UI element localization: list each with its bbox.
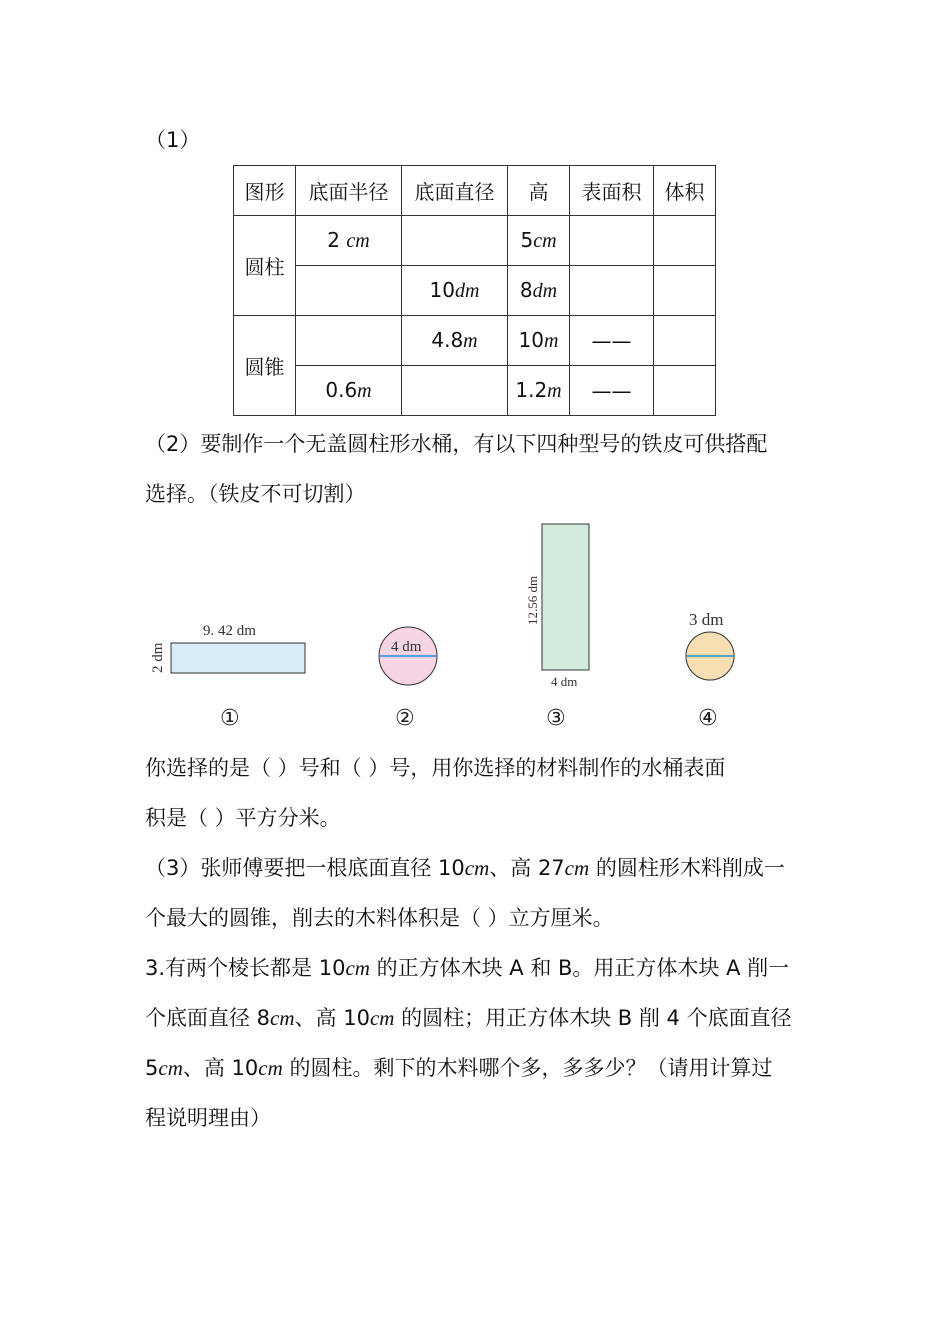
- cell-height: 10m: [508, 316, 570, 366]
- figure-1-height-label: 2 dm: [150, 642, 166, 673]
- figure-2-number: ②: [395, 706, 415, 731]
- sheet-figures: [0, 515, 950, 745]
- question3-line2: 个底面直径 8cm、高 10cm 的圆柱；用正方体木块 B 削 4 个底面直径: [145, 1006, 792, 1030]
- header-surface-area: 表面积: [570, 166, 654, 216]
- cell-surface: [570, 266, 654, 316]
- figure-4: [686, 610, 734, 731]
- cell-volume: [654, 366, 716, 416]
- figure-3-number: ③: [546, 706, 566, 731]
- cell-diameter: 4.8m: [402, 316, 508, 366]
- part2-answer-line1: 你选择的是（ ）号和（ ）号，用你选择的材料制作的水桶表面: [145, 756, 726, 780]
- part1-label: （1）: [145, 128, 201, 152]
- table-header-row: [234, 166, 716, 216]
- cone-label: 圆锥: [234, 316, 296, 416]
- header-diameter: 底面直径: [402, 166, 508, 216]
- cell-diameter: [402, 216, 508, 266]
- cell-radius: [296, 266, 402, 316]
- cell-radius: 2 cm: [296, 216, 402, 266]
- cell-volume: [654, 216, 716, 266]
- header-volume: 体积: [654, 166, 716, 216]
- cell-height: 1.2m: [508, 366, 570, 416]
- figure-3-rect: [542, 524, 589, 670]
- question3-line1: 3.有两个棱长都是 10cm 的正方体木块 A 和 B。用正方体木块 A 削一: [145, 956, 790, 980]
- question3-line3: 5cm、高 10cm 的圆柱。剩下的木料哪个多，多多少？（请用计算过: [145, 1056, 773, 1080]
- figure-1-rect: [171, 643, 305, 673]
- cell-surface: [570, 216, 654, 266]
- cell-height: 5cm: [508, 216, 570, 266]
- header-radius: 底面半径: [296, 166, 402, 216]
- part2-question-line1: （2）要制作一个无盖圆柱形水桶，有以下四种型号的铁皮可供搭配: [145, 432, 768, 456]
- figure-4-number: ④: [698, 706, 718, 731]
- figure-3-height-label: 12.56 dm: [525, 575, 540, 625]
- cell-radius: [296, 316, 402, 366]
- header-height: 高: [508, 166, 570, 216]
- cell-surface: ——: [570, 316, 654, 366]
- cell-radius: 0.6m: [296, 366, 402, 416]
- cylinder-label: 圆柱: [234, 216, 296, 316]
- figure-1-width-label: 9. 42 dm: [203, 623, 256, 639]
- question3-line4: 程说明理由）: [145, 1106, 271, 1130]
- table-row: [234, 216, 716, 266]
- solids-table: [233, 165, 716, 416]
- figure-2: [379, 627, 437, 731]
- figure-4-label: 3 dm: [689, 610, 724, 629]
- cell-volume: [654, 266, 716, 316]
- figure-3-width-label: 4 dm: [551, 674, 578, 689]
- cell-height: 8dm: [508, 266, 570, 316]
- header-shape: 图形: [234, 166, 296, 216]
- table-row: [234, 266, 716, 316]
- figure-2-label: 4 dm: [391, 639, 422, 655]
- part2-answer-line2: 积是（ ）平方分米。: [145, 806, 341, 830]
- part3-line1: （3）张师傅要把一根底面直径 10cm、高 27cm 的圆柱形木料削成一: [145, 856, 785, 880]
- table-row: [234, 316, 716, 366]
- cell-diameter: [402, 366, 508, 416]
- part2-question-line2: 选择。（铁皮不可切割）: [145, 482, 366, 506]
- figure-3: [525, 524, 589, 731]
- figure-1: [150, 623, 305, 731]
- part3-line2: 个最大的圆锥，削去的木料体积是（ ）立方厘米。: [145, 906, 614, 930]
- table-row: [234, 366, 716, 416]
- figure-1-number: ①: [220, 706, 240, 731]
- cell-diameter: 10dm: [402, 266, 508, 316]
- cell-volume: [654, 316, 716, 366]
- cell-surface: ——: [570, 366, 654, 416]
